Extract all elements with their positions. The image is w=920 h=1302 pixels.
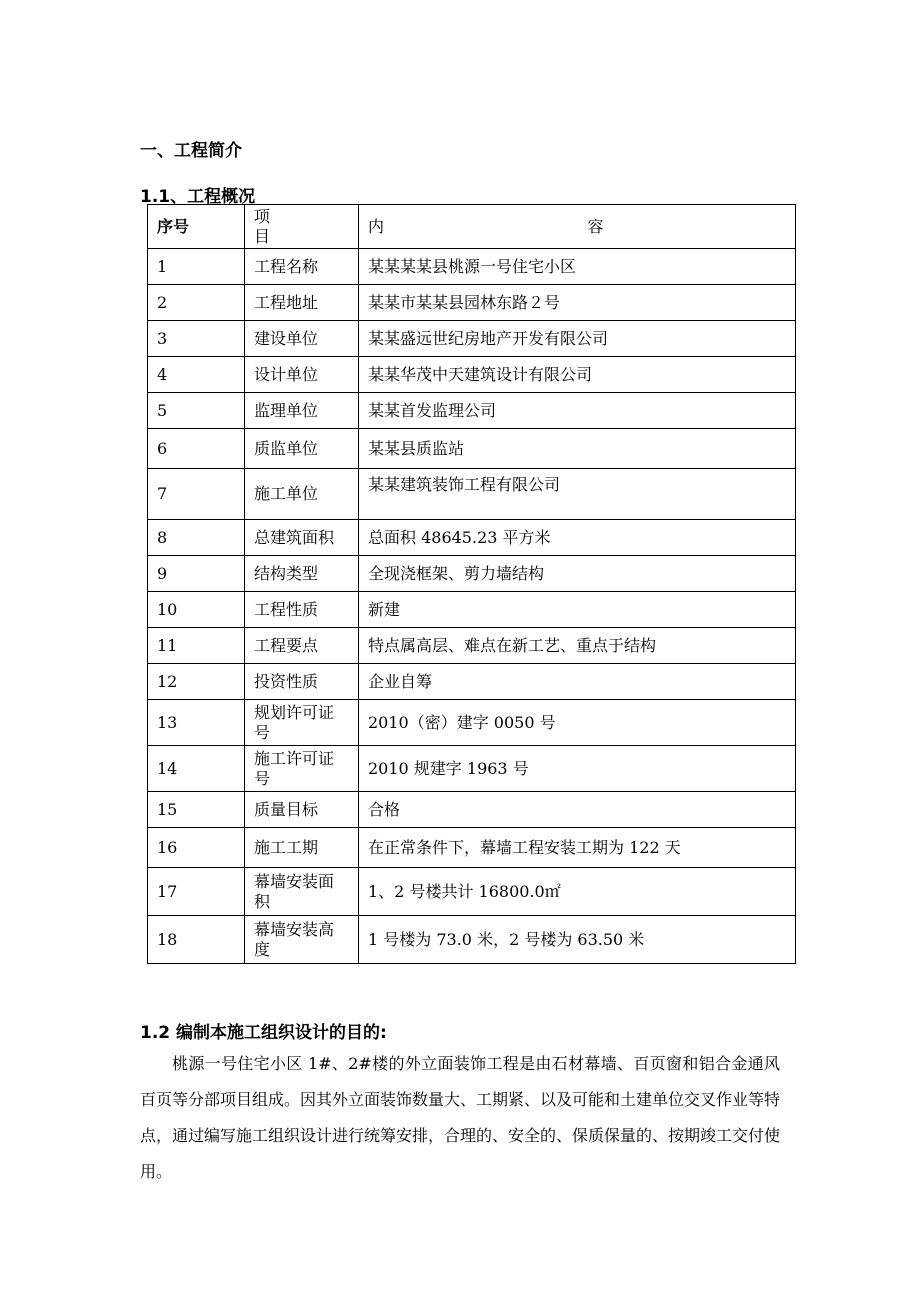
project-overview-table [147, 204, 796, 964]
row-content: 某某县质监站 [359, 429, 796, 469]
row-no: 6 [148, 429, 245, 469]
row-content: 企业自筹 [359, 664, 796, 700]
table-row [148, 285, 796, 321]
row-item: 建设单位 [245, 321, 359, 357]
row-no: 18 [148, 916, 245, 964]
row-content: 总面积 48645.23 平方米 [359, 520, 796, 556]
header-item: 项 目 [245, 205, 359, 249]
row-content: 1、2 号楼共计 16800.0㎡ [359, 868, 796, 916]
row-content: 2010 规建字 1963 号 [359, 746, 796, 792]
row-item: 工程名称 [245, 249, 359, 285]
row-item: 工程要点 [245, 628, 359, 664]
row-item: 施工许可证号 [245, 746, 359, 792]
table-row [148, 746, 796, 792]
row-item: 质监单位 [245, 429, 359, 469]
header-no: 序号 [148, 205, 245, 249]
row-no: 9 [148, 556, 245, 592]
section-title: 一、工程简介 [140, 141, 242, 161]
row-item: 质量目标 [245, 792, 359, 828]
overview-title: 1.1、工程概况 [140, 187, 256, 207]
row-content: 某某建筑装饰工程有限公司 [359, 469, 796, 520]
row-no: 4 [148, 357, 245, 393]
row-no: 14 [148, 746, 245, 792]
row-content: 全现浇框架、剪力墙结构 [359, 556, 796, 592]
row-item: 规划许可证号 [245, 700, 359, 746]
row-item: 监理单位 [245, 393, 359, 429]
row-content: 特点属高层、难点在新工艺、重点于结构 [359, 628, 796, 664]
row-no: 11 [148, 628, 245, 664]
row-item: 幕墙安装高度 [245, 916, 359, 964]
table-row [148, 868, 796, 916]
table-row [148, 357, 796, 393]
row-no: 12 [148, 664, 245, 700]
table-row [148, 592, 796, 628]
table-row [148, 916, 796, 964]
row-no: 17 [148, 868, 245, 916]
row-no: 2 [148, 285, 245, 321]
table-row [148, 321, 796, 357]
row-item: 结构类型 [245, 556, 359, 592]
table-row [148, 556, 796, 592]
row-content: 在正常条件下，幕墙工程安装工期为 122 天 [359, 828, 796, 868]
table-row [148, 520, 796, 556]
table-header-row [148, 205, 796, 249]
row-content: 某某某某县桃源一号住宅小区 [359, 249, 796, 285]
row-content: 某某盛远世纪房地产开发有限公司 [359, 321, 796, 357]
row-content: 新建 [359, 592, 796, 628]
row-no: 8 [148, 520, 245, 556]
table-row [148, 469, 796, 520]
row-no: 16 [148, 828, 245, 868]
row-no: 13 [148, 700, 245, 746]
table-row [148, 664, 796, 700]
table-row [148, 792, 796, 828]
table-row [148, 429, 796, 469]
table-row [148, 249, 796, 285]
row-item: 幕墙安装面积 [245, 868, 359, 916]
table-row [148, 393, 796, 429]
row-no: 10 [148, 592, 245, 628]
row-item: 工程地址 [245, 285, 359, 321]
row-no: 15 [148, 792, 245, 828]
row-no: 1 [148, 249, 245, 285]
row-content: 1 号楼为 73.0 米，2 号楼为 63.50 米 [359, 916, 796, 964]
row-no: 7 [148, 469, 245, 520]
purpose-title: 1.2 编制本施工组织设计的目的: [140, 1023, 387, 1043]
row-content: 合格 [359, 792, 796, 828]
header-content: 内 容 [359, 205, 796, 249]
row-no: 5 [148, 393, 245, 429]
row-content: 某某市某某县园林东路２号 [359, 285, 796, 321]
row-content: 2010（密）建字 0050 号 [359, 700, 796, 746]
row-item: 施工单位 [245, 469, 359, 520]
row-no: 3 [148, 321, 245, 357]
table-row [148, 828, 796, 868]
row-content: 某某华茂中天建筑设计有限公司 [359, 357, 796, 393]
row-item: 工程性质 [245, 592, 359, 628]
row-item: 投资性质 [245, 664, 359, 700]
row-item: 施工工期 [245, 828, 359, 868]
row-item: 总建筑面积 [245, 520, 359, 556]
purpose-paragraph: 桃源一号住宅小区 1#、2#楼的外立面装饰工程是由石材幕墙、百页窗和铝合金通风百页等分部项目组成。因其外立面装饰数量大、工期紧、以及可能和土建单位交叉作业等特点，通过编写施工组织设计进行统筹安排，合理的、安全的、保质保量的、按期竣工交付使用。 [140, 1054, 781, 1181]
row-item: 设计单位 [245, 357, 359, 393]
row-content: 某某首发监理公司 [359, 393, 796, 429]
table-row [148, 628, 796, 664]
table-row [148, 700, 796, 746]
